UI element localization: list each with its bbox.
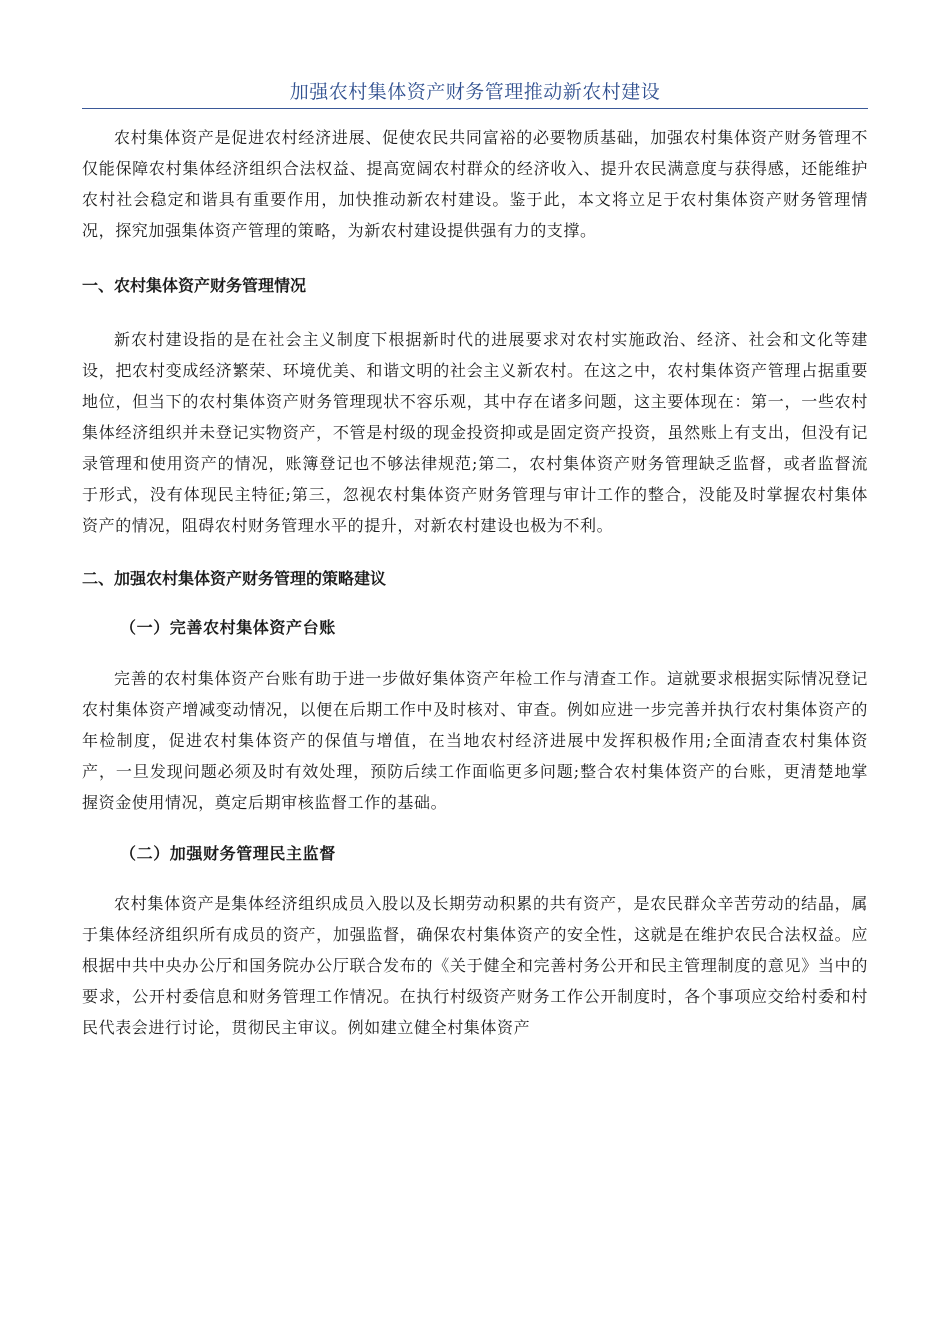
subsection-1-heading: （一）完善农村集体资产台账 [120, 618, 336, 637]
subsection-2-heading: （二）加强财务管理民主监督 [120, 844, 336, 863]
section-1-heading: 一、农村集体资产财务管理情况 [82, 276, 307, 295]
section-1-paragraph: 新农村建设指的是在社会主义制度下根据新时代的进展要求对农村实施政治、经济、社会和文化等建设，把农村变成经济繁荣、环境优美、和谐文明的社会主义新农村。在这之中，农村集体资产管理占据重要地位，但当下的农村集体资产财务管理现状不容乐观，其中存在诸多问题，这主要体现在：第一，一些农村集体经济组织并未登记实物资产，不管是村级的现金投资抑或是固定资产投资，虽然账上有支出，但没有记录管理和使用资产的情况，账簿登记也不够法律规范;第二，农村集体资产财务管理缺乏监督，或者监督流于形式，没有体现民主特征;第三，忽视农村集体资产财务管理与审计工作的整合，没能及时掌握农村集体资产的情况，阻碍农村财务管理水平的提升，对新农村建设也极为不利。 [82, 330, 868, 535]
subsection-1-paragraph: 完善的农村集体资产台账有助于进一步做好集体资产年检工作与清查工作。這就要求根据实际情况登记农村集体资产增减变动情况，以便在后期工作中及时核对、审查。例如应进一步完善并执行农村集体资产的年检制度，促进农村集体资产的保值与增值，在当地农村经济进展中发挥积极作用;全面清查农村集体资产，一旦发现问题必须及时有效处理，预防后续工作面临更多问题;整合农村集体资产的台账，更清楚地掌握资金使用情况，奠定后期审核监督工作的基础。 [82, 669, 868, 812]
intro-paragraph: 农村集体资产是促进农村经济进展、促使农民共同富裕的必要物质基础，加强农村集体资产财务管理不仅能保障农村集体经济组织合法权益、提高宽阔农村群众的经济收入、提升农民满意度与获得感，还能维护农村社会稳定和谐具有重要作用，加快推动新农村建设。鉴于此，本文将立足于农村集体资产财务管理情况，探究加强集体资产管理的策略，为新农村建设提供强有力的支撑。 [82, 128, 868, 240]
document-page [82, 78, 868, 1043]
document-title: 加强农村集体资产财务管理推动新农村建设 [82, 78, 868, 109]
subsection-2-paragraph: 农村集体资产是集体经济组织成员入股以及长期劳动积累的共有资产，是农民群众辛苦劳动的结晶，属于集体经济组织所有成员的资产，加强监督，确保农村集体资产的安全性，这就是在维护农民合法权益。应根据中共中央办公厅和国务院办公厅联合发布的《关于健全和完善村务公开和民主管理制度的意见》当中的要求，公开村委信息和财务管理工作情况。在执行村级资产财务工作公开制度时，各个事项应交给村委和村民代表会进行讨论，贯彻民主审议。例如建立健全村集体资产 [82, 894, 868, 1037]
section-2-heading: 二、加强农村集体资产财务管理的策略建议 [82, 569, 387, 588]
